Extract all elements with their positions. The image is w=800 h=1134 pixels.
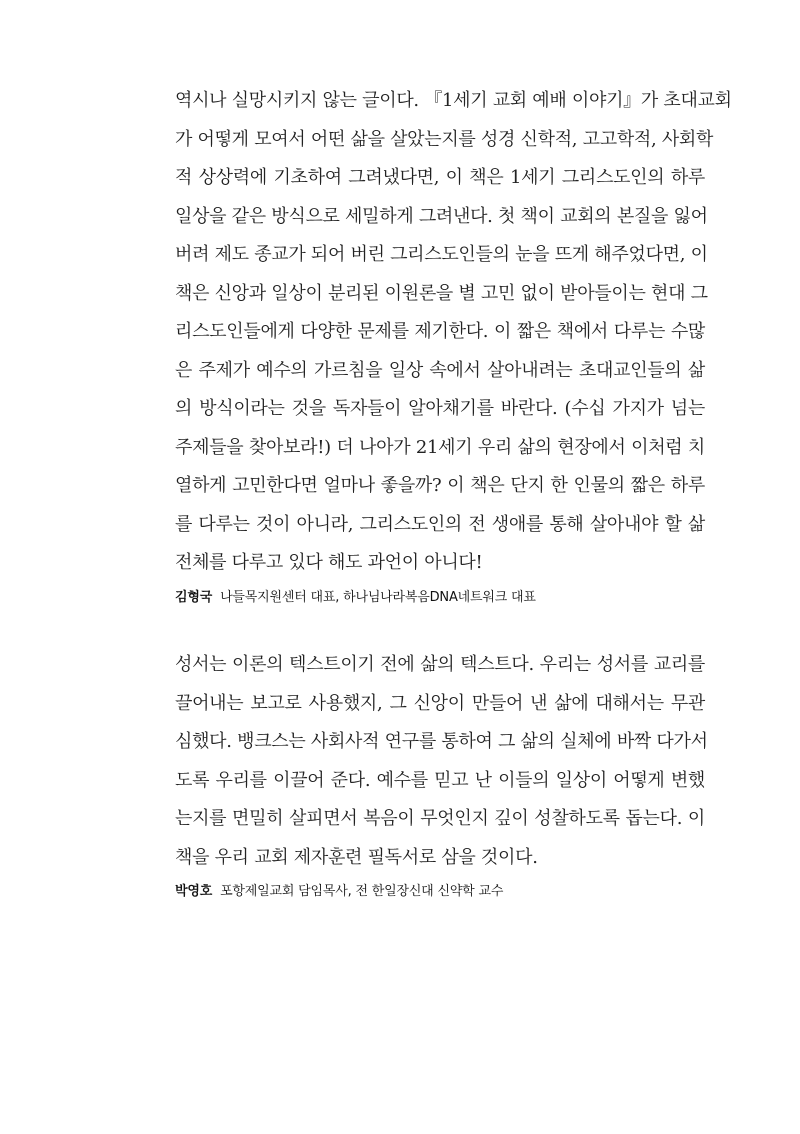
endorsement-line: 역시나 실망시키지 않는 글이다. 『1세기 교회 예배 이야기』가 초대교회 [175,90,732,111]
endorsement-line: 를 다루는 것이 아니라, 그리스도인의 전 생애를 통해 살아내야 할 삶 [175,513,705,535]
endorsement-line: 주제들을 찾아보라!) 더 나아가 21세기 우리 삶의 현장에서 이처럼 치 [175,436,705,458]
endorser-title: 나들목지원센터 대표, 하나님나라복음DNA네트워크 대표 [220,589,536,605]
endorsement-line: 리스도인들에게 다양한 문제를 제기한다. 이 짧은 책에서 다루는 수많 [175,321,705,342]
endorser-signature [175,880,705,899]
endorsement-line: 끌어내는 보고로 사용했지, 그 신앙이 만들어 낸 삶에 대해서는 무관 [175,692,705,714]
endorsement-line: 는지를 면밀히 살피면서 복음이 무엇인지 깊이 성찰하도록 돕는다. 이 [175,808,705,829]
endorsement-line: 적 상상력에 기초하여 그려냈다면, 이 책은 1세기 그리스도인의 하루 [175,167,705,188]
endorsement-line: 버려 제도 종교가 되어 버린 그리스도인들의 눈을 뜨게 해주었다면, 이 [175,244,708,265]
endorser-name: 박영호 [175,884,213,899]
endorsement-line: 가 어떻게 모여서 어떤 삶을 살았는지를 성경 신학적, 고고학적, 사회학 [175,128,714,150]
endorsement-line: 의 방식이라는 것을 독자들이 알아채기를 바란다. (수십 가지가 넘는 [175,398,705,419]
endorser-title: 포항제일교회 담임목사, 전 한일장신대 신약학 교수 [220,884,504,899]
endorsement-line: 열하게 고민한다면 얼마나 좋을까? 이 책은 단지 한 인물의 짧은 하루 [175,475,705,496]
endorser-name: 김형국 [175,589,213,605]
endorsement-body [175,82,732,583]
endorsement-park [175,646,708,899]
endorsement-line: 전체를 다루고 있다 해도 과언이 아니다! [175,552,483,573]
endorser-signature [175,586,705,605]
endorsement-line: 심했다. 뱅크스는 사회사적 연구를 통하여 그 삶의 실체에 바짝 다가서 [175,731,708,752]
endorsement-line: 책은 신앙과 일상이 분리된 이원론을 별 고민 없이 받아들이는 현대 그 [175,282,708,304]
endorsement-line: 책을 우리 교회 제자훈련 필독서로 삼을 것이다. [175,846,538,868]
endorsement-line: 일상을 같은 방식으로 세밀하게 그려낸다. 첫 책이 교회의 본질을 잃어 [175,205,708,227]
endorsement-line: 은 주제가 예수의 가르침을 일상 속에서 살아내려는 초대교인들의 삶 [175,359,705,381]
endorsement-kim [175,82,732,605]
endorsement-body [175,646,708,877]
endorsement-line: 도록 우리를 이끌어 준다. 예수를 믿고 난 이들의 일상이 어떻게 변했 [175,769,705,791]
endorsement-line: 성서는 이론의 텍스트이기 전에 삶의 텍스트다. 우리는 성서를 교리를 [175,654,705,675]
